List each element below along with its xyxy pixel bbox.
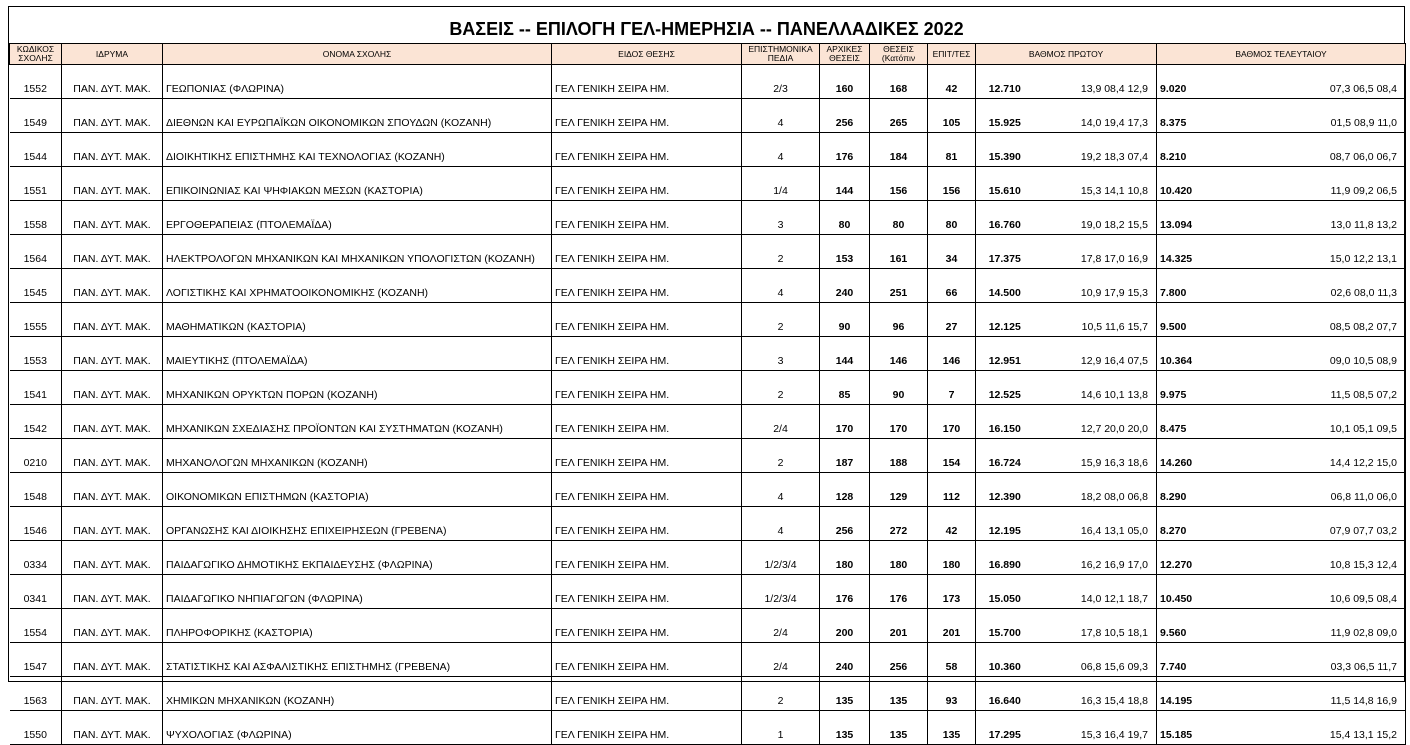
header-row [10, 44, 1406, 65]
cell-positions: 170 [870, 405, 928, 439]
cell-type: ΓΕΛ ΓΕΝΙΚΗ ΣΕΙΡΑ ΗΜ. [552, 711, 742, 745]
cell-successful: 42 [928, 65, 976, 99]
cell-last-grade: 10.450 [1157, 575, 1217, 609]
cell-fields: 1/4 [742, 167, 820, 201]
cell-initial: 128 [820, 473, 870, 507]
cell-first-grade: 10.360 [976, 643, 1034, 677]
cell-code: 1544 [10, 133, 62, 167]
table-row [10, 201, 1406, 235]
cell-code: 1549 [10, 99, 62, 133]
cell-first-grade: 12.195 [976, 507, 1034, 541]
cell-first-grade-detail: 18,2 08,0 06,8 [1034, 473, 1157, 507]
table-row [10, 439, 1406, 473]
cell-last-grade-detail: 11,9 02,8 09,0 [1217, 609, 1406, 643]
cell-code: 0341 [10, 575, 62, 609]
cell-last-grade: 15.185 [1157, 711, 1217, 745]
cell-first-grade-detail: 14,0 19,4 17,3 [1034, 99, 1157, 133]
table-row [10, 371, 1406, 405]
cell-first-grade-detail: 13,9 08,4 12,9 [1034, 65, 1157, 99]
cell-code: 1551 [10, 167, 62, 201]
cell-code: 0334 [10, 541, 62, 575]
cell-last-grade: 7.740 [1157, 643, 1217, 677]
cell-initial: 200 [820, 609, 870, 643]
cell-type: ΓΕΛ ΓΕΝΙΚΗ ΣΕΙΡΑ ΗΜ. [552, 507, 742, 541]
cell-positions: 80 [870, 201, 928, 235]
cell-last-grade-detail: 15,0 12,2 13,1 [1217, 235, 1406, 269]
cell-school: ΔΙΕΘΝΩΝ ΚΑΙ ΕΥΡΩΠΑΪΚΩΝ ΟΙΚΟΝΟΜΙΚΩΝ ΣΠΟΥΔΩΝ (ΚΟΖΑΝΗ) [163, 99, 552, 133]
cell-first-grade-detail: 10,5 11,6 15,7 [1034, 303, 1157, 337]
cell-first-grade-detail: 15,3 14,1 10,8 [1034, 167, 1157, 201]
cell-type: ΓΕΛ ΓΕΝΙΚΗ ΣΕΙΡΑ ΗΜ. [552, 65, 742, 99]
cell-school: ΕΡΓΟΘΕΡΑΠΕΙΑΣ (ΠΤΟΛΕΜΑΪΔΑ) [163, 201, 552, 235]
cell-last-grade: 8.375 [1157, 99, 1217, 133]
cell-type: ΓΕΛ ΓΕΝΙΚΗ ΣΕΙΡΑ ΗΜ. [552, 167, 742, 201]
cell-type: ΓΕΛ ΓΕΝΙΚΗ ΣΕΙΡΑ ΗΜ. [552, 473, 742, 507]
cell-school: ΕΠΙΚΟΙΝΩΝΙΑΣ ΚΑΙ ΨΗΦΙΑΚΩΝ ΜΕΣΩΝ (ΚΑΣΤΟΡΙΑ) [163, 167, 552, 201]
cell-last-grade: 14.325 [1157, 235, 1217, 269]
cell-positions: 96 [870, 303, 928, 337]
cell-first-grade-detail: 14,0 12,1 18,7 [1034, 575, 1157, 609]
cell-type: ΓΕΛ ΓΕΝΙΚΗ ΣΕΙΡΑ ΗΜ. [552, 133, 742, 167]
results-body [10, 65, 1406, 745]
cell-school: ΜΗΧΑΝΙΚΩΝ ΣΧΕΔΙΑΣΗΣ ΠΡΟΪΟΝΤΩΝ ΚΑΙ ΣΥΣΤΗΜΑΤΩΝ (ΚΟΖΑΝΗ) [163, 405, 552, 439]
cell-institution: ΠΑΝ. ΔΥΤ. ΜΑΚ. [62, 65, 163, 99]
cell-school: ΜΗΧΑΝΟΛΟΓΩΝ ΜΗΧΑΝΙΚΩΝ (ΚΟΖΑΝΗ) [163, 439, 552, 473]
cell-code: 1541 [10, 371, 62, 405]
cell-type: ΓΕΛ ΓΕΝΙΚΗ ΣΕΙΡΑ ΗΜ. [552, 677, 742, 711]
cell-positions: 265 [870, 99, 928, 133]
cell-positions: 90 [870, 371, 928, 405]
cell-fields: 2 [742, 371, 820, 405]
cell-code: 1558 [10, 201, 62, 235]
cell-last-grade: 12.270 [1157, 541, 1217, 575]
cell-fields: 2/4 [742, 609, 820, 643]
cell-last-grade-detail: 11,5 14,8 16,9 [1217, 677, 1406, 711]
cell-initial: 160 [820, 65, 870, 99]
cell-initial: 144 [820, 337, 870, 371]
cell-first-grade: 16.890 [976, 541, 1034, 575]
cell-institution: ΠΑΝ. ΔΥΤ. ΜΑΚ. [62, 303, 163, 337]
cell-code: 1548 [10, 473, 62, 507]
cell-fields: 4 [742, 473, 820, 507]
cell-institution: ΠΑΝ. ΔΥΤ. ΜΑΚ. [62, 371, 163, 405]
cell-first-grade: 16.150 [976, 405, 1034, 439]
cell-school: ΠΑΙΔΑΓΩΓΙΚΟ ΔΗΜΟΤΙΚΗΣ ΕΚΠΑΙΔΕΥΣΗΣ (ΦΛΩΡΙΝΑ) [163, 541, 552, 575]
cell-last-grade-detail: 11,9 09,2 06,5 [1217, 167, 1406, 201]
cell-first-grade: 15.050 [976, 575, 1034, 609]
cell-institution: ΠΑΝ. ΔΥΤ. ΜΑΚ. [62, 541, 163, 575]
cell-institution: ΠΑΝ. ΔΥΤ. ΜΑΚ. [62, 677, 163, 711]
cell-type: ΓΕΛ ΓΕΝΙΚΗ ΣΕΙΡΑ ΗΜ. [552, 405, 742, 439]
cell-last-grade-detail: 07,9 07,7 03,2 [1217, 507, 1406, 541]
cell-last-grade-detail: 10,1 05,1 09,5 [1217, 405, 1406, 439]
cell-institution: ΠΑΝ. ΔΥΤ. ΜΑΚ. [62, 99, 163, 133]
cell-code: 1555 [10, 303, 62, 337]
cell-successful: 180 [928, 541, 976, 575]
cell-code: 1554 [10, 609, 62, 643]
cell-institution: ΠΑΝ. ΔΥΤ. ΜΑΚ. [62, 575, 163, 609]
cell-first-grade-detail: 17,8 17,0 16,9 [1034, 235, 1157, 269]
cell-institution: ΠΑΝ. ΔΥΤ. ΜΑΚ. [62, 643, 163, 677]
cell-successful: 170 [928, 405, 976, 439]
cell-first-grade-detail: 17,8 10,5 18,1 [1034, 609, 1157, 643]
cell-institution: ΠΑΝ. ΔΥΤ. ΜΑΚ. [62, 337, 163, 371]
table-row [10, 269, 1406, 303]
table-row [10, 337, 1406, 371]
cell-initial: 90 [820, 303, 870, 337]
cell-initial: 153 [820, 235, 870, 269]
cell-successful: 173 [928, 575, 976, 609]
cell-fields: 1/2/3/4 [742, 575, 820, 609]
cell-positions: 256 [870, 643, 928, 677]
cell-last-grade-detail: 07,3 06,5 08,4 [1217, 65, 1406, 99]
cell-initial: 135 [820, 677, 870, 711]
cell-positions: 146 [870, 337, 928, 371]
header-fields: ΕΠΙΣΤΗΜΟΝΙΚΑ ΠΕΔΙΑ [742, 44, 820, 65]
cell-last-grade-detail: 10,6 09,5 08,4 [1217, 575, 1406, 609]
cell-fields: 3 [742, 201, 820, 235]
cell-first-grade: 15.925 [976, 99, 1034, 133]
table-row [10, 99, 1406, 133]
cell-last-grade: 10.364 [1157, 337, 1217, 371]
cell-initial: 170 [820, 405, 870, 439]
cell-positions: 135 [870, 711, 928, 745]
cell-first-grade-detail: 19,0 18,2 15,5 [1034, 201, 1157, 235]
cell-positions: 188 [870, 439, 928, 473]
cell-last-grade: 13.094 [1157, 201, 1217, 235]
cell-initial: 85 [820, 371, 870, 405]
cell-successful: 66 [928, 269, 976, 303]
cell-first-grade: 12.525 [976, 371, 1034, 405]
cell-school: ΜΑΘΗΜΑΤΙΚΩΝ (ΚΑΣΤΟΡΙΑ) [163, 303, 552, 337]
cell-institution: ΠΑΝ. ΔΥΤ. ΜΑΚ. [62, 609, 163, 643]
cell-first-grade-detail: 15,9 16,3 18,6 [1034, 439, 1157, 473]
cell-last-grade-detail: 15,4 13,1 15,2 [1217, 711, 1406, 745]
table-row [10, 643, 1406, 677]
cell-successful: 80 [928, 201, 976, 235]
cell-code: 1553 [10, 337, 62, 371]
cell-last-grade: 9.020 [1157, 65, 1217, 99]
cell-first-grade-detail: 12,9 16,4 07,5 [1034, 337, 1157, 371]
cell-type: ΓΕΛ ΓΕΝΙΚΗ ΣΕΙΡΑ ΗΜ. [552, 575, 742, 609]
cell-institution: ΠΑΝ. ΔΥΤ. ΜΑΚ. [62, 201, 163, 235]
cell-initial: 176 [820, 575, 870, 609]
cell-fields: 3 [742, 337, 820, 371]
cell-school: ΜΗΧΑΝΙΚΩΝ ΟΡΥΚΤΩΝ ΠΟΡΩΝ (ΚΟΖΑΝΗ) [163, 371, 552, 405]
cell-positions: 129 [870, 473, 928, 507]
table-row [10, 235, 1406, 269]
cell-school: ΧΗΜΙΚΩΝ ΜΗΧΑΝΙΚΩΝ (ΚΟΖΑΝΗ) [163, 677, 552, 711]
cell-positions: 180 [870, 541, 928, 575]
table-row [10, 507, 1406, 541]
results-table [9, 43, 1406, 745]
cell-school: ΠΑΙΔΑΓΩΓΙΚΟ ΝΗΠΙΑΓΩΓΩΝ (ΦΛΩΡΙΝΑ) [163, 575, 552, 609]
cell-first-grade-detail: 16,2 16,9 17,0 [1034, 541, 1157, 575]
cell-school: ΟΡΓΑΝΩΣΗΣ ΚΑΙ ΔΙΟΙΚΗΣΗΣ ΕΠΙΧΕΙΡΗΣΕΩΝ (ΓΡΕΒΕΝΑ) [163, 507, 552, 541]
cell-fields: 4 [742, 269, 820, 303]
cell-type: ΓΕΛ ΓΕΝΙΚΗ ΣΕΙΡΑ ΗΜ. [552, 609, 742, 643]
cell-school: ΗΛΕΚΤΡΟΛΟΓΩΝ ΜΗΧΑΝΙΚΩΝ ΚΑΙ ΜΗΧΑΝΙΚΩΝ ΥΠΟΛΟΓΙΣΤΩΝ (ΚΟΖΑΝΗ) [163, 235, 552, 269]
cell-fields: 2 [742, 439, 820, 473]
cell-initial: 144 [820, 167, 870, 201]
cell-initial: 80 [820, 201, 870, 235]
cell-initial: 176 [820, 133, 870, 167]
cell-successful: 42 [928, 507, 976, 541]
table-row [10, 575, 1406, 609]
cell-code: 1546 [10, 507, 62, 541]
table-row [10, 473, 1406, 507]
cell-fields: 4 [742, 133, 820, 167]
cell-first-grade: 14.500 [976, 269, 1034, 303]
cell-first-grade: 15.610 [976, 167, 1034, 201]
cell-school: ΛΟΓΙΣΤΙΚΗΣ ΚΑΙ ΧΡΗΜΑΤΟΟΙΚΟΝΟΜΙΚΗΣ (ΚΟΖΑΝΗ) [163, 269, 552, 303]
cell-successful: 154 [928, 439, 976, 473]
cell-first-grade: 17.375 [976, 235, 1034, 269]
cell-first-grade-detail: 19,2 18,3 07,4 [1034, 133, 1157, 167]
cell-initial: 240 [820, 643, 870, 677]
cell-institution: ΠΑΝ. ΔΥΤ. ΜΑΚ. [62, 405, 163, 439]
table-row [10, 541, 1406, 575]
cell-last-grade-detail: 13,0 11,8 13,2 [1217, 201, 1406, 235]
cell-code: 1547 [10, 643, 62, 677]
cell-positions: 176 [870, 575, 928, 609]
cell-first-grade: 12.951 [976, 337, 1034, 371]
cell-successful: 58 [928, 643, 976, 677]
cell-first-grade-detail: 15,3 16,4 19,7 [1034, 711, 1157, 745]
table-row [10, 167, 1406, 201]
cell-first-grade: 12.710 [976, 65, 1034, 99]
cell-type: ΓΕΛ ΓΕΝΙΚΗ ΣΕΙΡΑ ΗΜ. [552, 371, 742, 405]
table-row [10, 711, 1406, 745]
header-type: ΕΙΔΟΣ ΘΕΣΗΣ [552, 44, 742, 65]
cell-first-grade: 12.390 [976, 473, 1034, 507]
cell-code: 0210 [10, 439, 62, 473]
cell-last-grade: 7.800 [1157, 269, 1217, 303]
cell-last-grade-detail: 11,5 08,5 07,2 [1217, 371, 1406, 405]
cell-school: ΟΙΚΟΝΟΜΙΚΩΝ ΕΠΙΣΤΗΜΩΝ (ΚΑΣΤΟΡΙΑ) [163, 473, 552, 507]
table-row [10, 609, 1406, 643]
header-positions: ΘΕΣΕΙΣ (Κατόπιν [870, 44, 928, 65]
cell-code: 1542 [10, 405, 62, 439]
header-successful: ΕΠΙΤ/ΤΕΣ [928, 44, 976, 65]
cell-successful: 34 [928, 235, 976, 269]
cell-first-grade-detail: 14,6 10,1 13,8 [1034, 371, 1157, 405]
cell-successful: 7 [928, 371, 976, 405]
cell-fields: 2/3 [742, 65, 820, 99]
cell-initial: 256 [820, 507, 870, 541]
cell-institution: ΠΑΝ. ΔΥΤ. ΜΑΚ. [62, 473, 163, 507]
cell-code: 1545 [10, 269, 62, 303]
cell-initial: 187 [820, 439, 870, 473]
cell-school: ΓΕΩΠΟΝΙΑΣ (ΦΛΩΡΙΝΑ) [163, 65, 552, 99]
cell-type: ΓΕΛ ΓΕΝΙΚΗ ΣΕΙΡΑ ΗΜ. [552, 99, 742, 133]
cell-initial: 240 [820, 269, 870, 303]
cell-fields: 1/2/3/4 [742, 541, 820, 575]
cell-school: ΨΥΧΟΛΟΓΙΑΣ (ΦΛΩΡΙΝΑ) [163, 711, 552, 745]
cell-positions: 135 [870, 677, 928, 711]
cell-last-grade: 8.475 [1157, 405, 1217, 439]
cell-positions: 272 [870, 507, 928, 541]
cell-type: ΓΕΛ ΓΕΝΙΚΗ ΣΕΙΡΑ ΗΜ. [552, 643, 742, 677]
cell-successful: 81 [928, 133, 976, 167]
cell-last-grade-detail: 01,5 08,9 11,0 [1217, 99, 1406, 133]
cell-last-grade: 8.290 [1157, 473, 1217, 507]
cell-successful: 156 [928, 167, 976, 201]
cell-first-grade: 15.700 [976, 609, 1034, 643]
cell-positions: 168 [870, 65, 928, 99]
cell-fields: 2/4 [742, 405, 820, 439]
cell-fields: 4 [742, 99, 820, 133]
table-row [10, 677, 1406, 711]
cell-last-grade-detail: 03,3 06,5 11,7 [1217, 643, 1406, 677]
cell-first-grade: 12.125 [976, 303, 1034, 337]
cell-code: 1564 [10, 235, 62, 269]
cell-last-grade-detail: 10,8 15,3 12,4 [1217, 541, 1406, 575]
cell-successful: 201 [928, 609, 976, 643]
cell-first-grade: 16.724 [976, 439, 1034, 473]
cell-code: 1550 [10, 711, 62, 745]
cell-positions: 161 [870, 235, 928, 269]
cell-last-grade-detail: 09,0 10,5 08,9 [1217, 337, 1406, 371]
header-school: ΟΝΟΜΑ ΣΧΟΛΗΣ [163, 44, 552, 65]
cell-fields: 2 [742, 677, 820, 711]
cell-first-grade: 16.640 [976, 677, 1034, 711]
cell-type: ΓΕΛ ΓΕΝΙΚΗ ΣΕΙΡΑ ΗΜ. [552, 303, 742, 337]
cell-type: ΓΕΛ ΓΕΝΙΚΗ ΣΕΙΡΑ ΗΜ. [552, 541, 742, 575]
cell-first-grade-detail: 06,8 15,6 09,3 [1034, 643, 1157, 677]
cell-institution: ΠΑΝ. ΔΥΤ. ΜΑΚ. [62, 711, 163, 745]
table-row [10, 405, 1406, 439]
header-institution: ΙΔΡΥΜΑ [62, 44, 163, 65]
cell-fields: 2/4 [742, 643, 820, 677]
cell-initial: 180 [820, 541, 870, 575]
cell-last-grade-detail: 02,6 08,0 11,3 [1217, 269, 1406, 303]
cell-successful: 135 [928, 711, 976, 745]
cell-last-grade: 9.975 [1157, 371, 1217, 405]
cell-positions: 156 [870, 167, 928, 201]
cell-successful: 112 [928, 473, 976, 507]
cell-last-grade-detail: 14,4 12,2 15,0 [1217, 439, 1406, 473]
cell-last-grade: 9.560 [1157, 609, 1217, 643]
cell-school: ΣΤΑΤΙΣΤΙΚΗΣ ΚΑΙ ΑΣΦΑΛΙΣΤΙΚΗΣ ΕΠΙΣΤΗΜΗΣ (ΓΡΕΒΕΝΑ) [163, 643, 552, 677]
table-row [10, 65, 1406, 99]
header-last-grade: ΒΑΘΜΟΣ ΤΕΛΕΥΤΑΙΟΥ [1157, 44, 1406, 65]
cell-first-grade-detail: 16,3 15,4 18,8 [1034, 677, 1157, 711]
cell-institution: ΠΑΝ. ΔΥΤ. ΜΑΚ. [62, 269, 163, 303]
cell-last-grade: 14.260 [1157, 439, 1217, 473]
cell-positions: 184 [870, 133, 928, 167]
cell-institution: ΠΑΝ. ΔΥΤ. ΜΑΚ. [62, 167, 163, 201]
header-code: ΚΩΔΙΚΟΣ ΣΧΟΛΗΣ [10, 44, 62, 65]
table-row [10, 133, 1406, 167]
cell-last-grade: 8.210 [1157, 133, 1217, 167]
cell-code: 1552 [10, 65, 62, 99]
cell-fields: 2 [742, 235, 820, 269]
header-initial: ΑΡΧΙΚΕΣ ΘΕΣΕΙΣ [820, 44, 870, 65]
cell-last-grade: 8.270 [1157, 507, 1217, 541]
cell-last-grade-detail: 08,7 06,0 06,7 [1217, 133, 1406, 167]
cell-last-grade: 9.500 [1157, 303, 1217, 337]
cell-initial: 256 [820, 99, 870, 133]
cell-fields: 4 [742, 507, 820, 541]
header-first-grade: ΒΑΘΜΟΣ ΠΡΩΤΟΥ [976, 44, 1157, 65]
table-row [10, 303, 1406, 337]
cell-type: ΓΕΛ ΓΕΝΙΚΗ ΣΕΙΡΑ ΗΜ. [552, 235, 742, 269]
cell-type: ΓΕΛ ΓΕΝΙΚΗ ΣΕΙΡΑ ΗΜ. [552, 269, 742, 303]
cell-institution: ΠΑΝ. ΔΥΤ. ΜΑΚ. [62, 439, 163, 473]
results-sheet [8, 6, 1405, 741]
page-title: ΒΑΣΕΙΣ -- ΕΠΙΛΟΓΗ ΓΕΛ-ΗΜΕΡΗΣΙΑ -- ΠΑΝΕΛΛΑΔΙΚΕΣ 2022 [449, 19, 964, 39]
cell-school: ΜΑΙΕΥΤΙΚΗΣ (ΠΤΟΛΕΜΑΪΔΑ) [163, 337, 552, 371]
cell-positions: 201 [870, 609, 928, 643]
cell-first-grade-detail: 10,9 17,9 15,3 [1034, 269, 1157, 303]
cell-first-grade-detail: 16,4 13,1 05,0 [1034, 507, 1157, 541]
cell-type: ΓΕΛ ΓΕΝΙΚΗ ΣΕΙΡΑ ΗΜ. [552, 337, 742, 371]
cell-first-grade: 15.390 [976, 133, 1034, 167]
cell-successful: 27 [928, 303, 976, 337]
cell-last-grade-detail: 08,5 08,2 07,7 [1217, 303, 1406, 337]
cell-type: ΓΕΛ ΓΕΝΙΚΗ ΣΕΙΡΑ ΗΜ. [552, 201, 742, 235]
cell-successful: 146 [928, 337, 976, 371]
cell-last-grade-detail: 06,8 11,0 06,0 [1217, 473, 1406, 507]
cell-last-grade: 10.420 [1157, 167, 1217, 201]
cell-initial: 135 [820, 711, 870, 745]
cell-school: ΔΙΟΙΚΗΤΙΚΗΣ ΕΠΙΣΤΗΜΗΣ ΚΑΙ ΤΕΧΝΟΛΟΓΙΑΣ (ΚΟΖΑΝΗ) [163, 133, 552, 167]
cell-successful: 93 [928, 677, 976, 711]
cell-first-grade-detail: 12,7 20,0 20,0 [1034, 405, 1157, 439]
cell-first-grade: 17.295 [976, 711, 1034, 745]
cell-school: ΠΛΗΡΟΦΟΡΙΚΗΣ (ΚΑΣΤΟΡΙΑ) [163, 609, 552, 643]
cell-institution: ΠΑΝ. ΔΥΤ. ΜΑΚ. [62, 507, 163, 541]
cell-successful: 105 [928, 99, 976, 133]
cell-fields: 2 [742, 303, 820, 337]
cell-code: 1563 [10, 677, 62, 711]
cell-type: ΓΕΛ ΓΕΝΙΚΗ ΣΕΙΡΑ ΗΜ. [552, 439, 742, 473]
cell-positions: 251 [870, 269, 928, 303]
cell-institution: ΠΑΝ. ΔΥΤ. ΜΑΚ. [62, 133, 163, 167]
cell-institution: ΠΑΝ. ΔΥΤ. ΜΑΚ. [62, 235, 163, 269]
cell-fields: 1 [742, 711, 820, 745]
cell-first-grade: 16.760 [976, 201, 1034, 235]
cell-last-grade: 14.195 [1157, 677, 1217, 711]
